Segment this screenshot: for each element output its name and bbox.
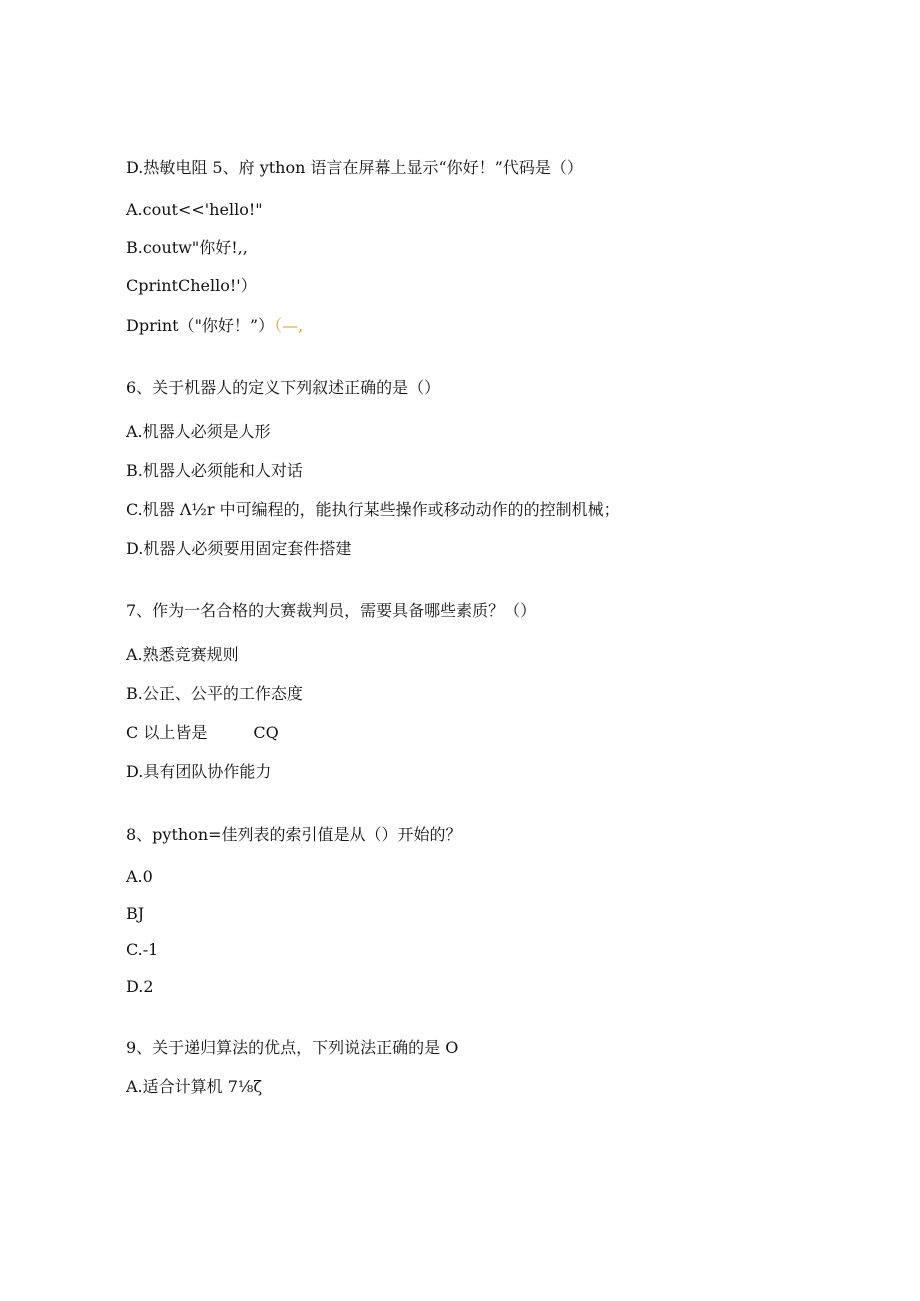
option-5b: B.coutw"你好!,, [126, 238, 248, 257]
question-6-stem: 6、关于机器人的定义下列叙述正确的是（） [126, 378, 441, 397]
option-7c-extra: CQ [253, 723, 279, 742]
option-5a: A.cout<<'hello!" [126, 200, 263, 219]
question-7-stem: 7、作为一名合格的大赛裁判员，需要具备哪些素质？（） [126, 601, 537, 620]
option-9a: A.适合计算机 7⅛ζ [126, 1077, 263, 1096]
option-5c: CprintChello!'） [126, 276, 257, 295]
option-6b: B.机器人必须能和人对话 [126, 461, 303, 480]
option-8a: A.0 [126, 867, 153, 886]
option-8b: BJ [126, 904, 145, 923]
option-7d: D.具有团队协作能力 [126, 762, 272, 781]
option-5d-text: Dprint（"你好！”） [126, 316, 275, 335]
option-6d: D.机器人必须要用固定套件搭建 [126, 539, 352, 558]
handwritten-mark: （—, [274, 316, 304, 335]
question-8-stem: 8、python=佳列表的索引值是从（）开始的？ [126, 825, 462, 844]
option-5d [126, 316, 303, 336]
option-6a: A.机器人必须是人形 [126, 422, 271, 441]
option-7c-text: C 以上皆是 [126, 723, 208, 742]
option-7b: B.公正、公平的工作态度 [126, 684, 303, 703]
option-6c: C.机器 Λ½r 中可编程的，能执行某些操作或移动动作的的控制机械； [126, 500, 620, 519]
option-7c [126, 723, 279, 743]
question-9-stem: 9、关于递归算法的优点，下列说法正确的是 O [126, 1038, 459, 1057]
question-5-stem: D.热敏电阻 5、府 ython 语言在屏幕上显示“你好！”代码是（） [126, 158, 583, 177]
option-8c: C.-1 [126, 940, 159, 959]
option-7a: A.熟悉竞赛规则 [126, 645, 239, 664]
option-8d: D.2 [126, 977, 154, 996]
